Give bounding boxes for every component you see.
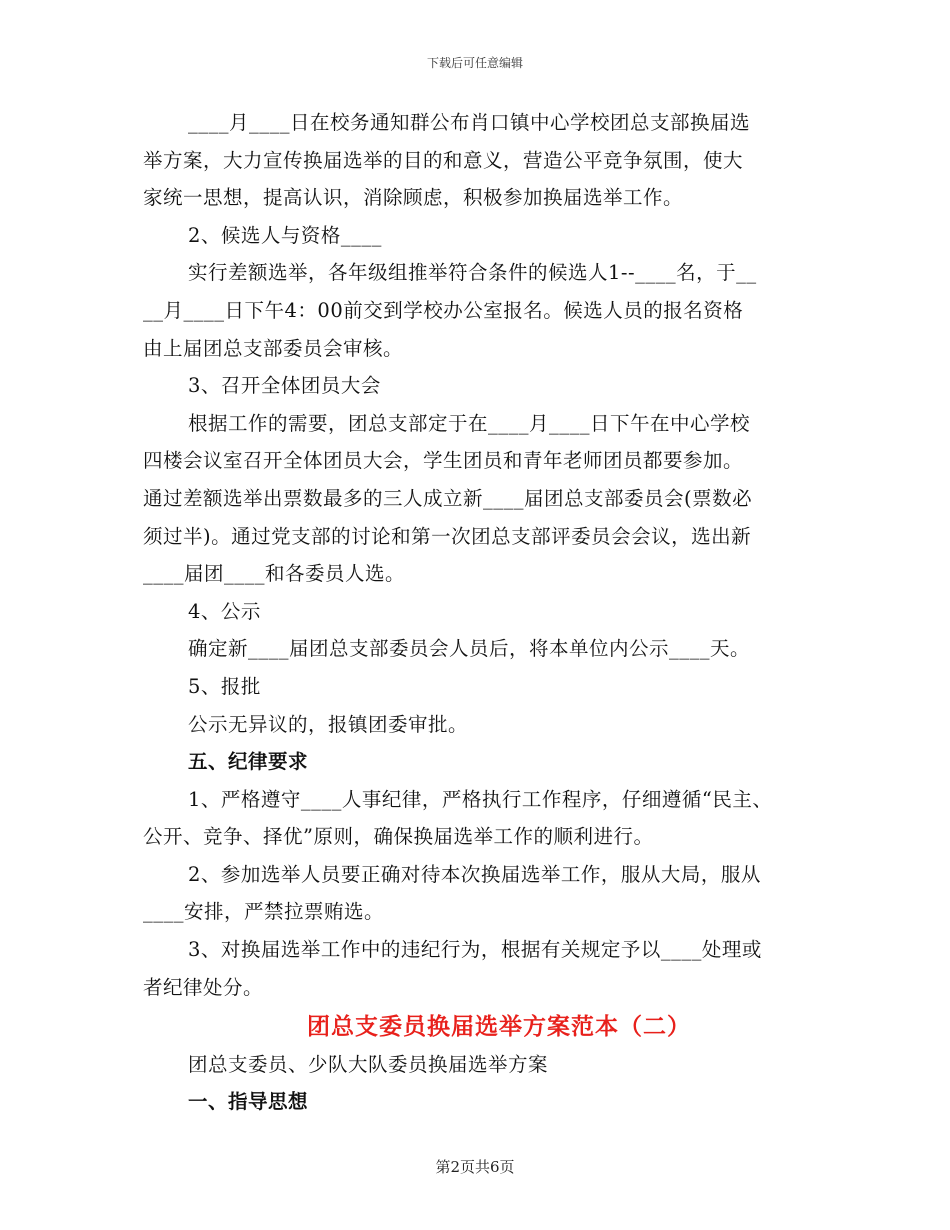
paragraph-line: 团总支委员、少队大队委员换届选举方案 [188, 1052, 549, 1076]
paragraph-line: 确定新____届团总支部委员会人员后，将本单位内公示____天。 [188, 637, 751, 661]
section-heading-guiding-ideology: 一、指导思想 [188, 1090, 309, 1114]
paragraph-line: 者纪律处分。 [143, 975, 264, 999]
subheading-assembly: 3、召开全体团员大会 [188, 374, 381, 398]
section-heading-discipline: 五、纪律要求 [188, 750, 309, 774]
paragraph-line: 须过半)。通过党支部的讨论和第一次团总支部评委员会会议，选出新 [143, 524, 752, 548]
paragraph-line: 根据工作的需要，团总支部定于在____月____日下午在中心学校 [188, 411, 751, 435]
page-number: 第2页共6页 [435, 1158, 515, 1176]
paragraph-line: 公开、竞争、择优”原则，确保换届选举工作的顺利进行。 [143, 825, 654, 849]
header-note: 下载后可任意编辑 [426, 56, 523, 70]
paragraph-line: 由上届团总支部委员会审核。 [143, 336, 404, 360]
paragraph-line: 四楼会议室召开全体团员大会，学生团员和青年老师团员都要参加。 [143, 449, 744, 473]
paragraph-line: ____安排，严禁拉票贿选。 [143, 900, 385, 924]
paragraph-line: 公示无异议的，报镇团委审批。 [188, 712, 469, 736]
paragraph-line: 举方案，大力宣传换届选举的目的和意义，营造公平竞争氛围，使大 [143, 148, 744, 172]
paragraph-line: __月____日下午4：00前交到学校办公室报名。候选人员的报名资格 [143, 298, 744, 322]
subheading-candidates: 2、候选人与资格____ [188, 223, 382, 247]
paragraph-line: 实行差额选举，各年级组推举符合条件的候选人1--____名，于__ [188, 261, 757, 285]
paragraph-line: 家统一思想，提高认识，消除顾虑，积极参加换届选举工作。 [143, 186, 684, 210]
paragraph-line: ____月____日在校务通知群公布肖口镇中心学校团总支部换届选 [188, 111, 751, 134]
paragraph-line: 2、参加选举人员要正确对待本次换届选举工作，服从大局，服从 [188, 862, 761, 886]
subheading-publicity: 4、公示 [188, 599, 261, 623]
paragraph-line: 3、对换届选举工作中的违纪行为，根据有关规定予以____处理或 [188, 938, 762, 962]
document-section-title: 团总支委员换届选举方案范本（二） [307, 1013, 691, 1041]
paragraph-line: ____届团____和各委员人选。 [143, 562, 406, 586]
document-body [143, 104, 815, 1121]
subheading-approval: 5、报批 [188, 674, 261, 698]
paragraph-line: 1、严格遵守____人事纪律，严格执行工作程序，仔细遵循“民主、 [188, 787, 773, 811]
paragraph-line: 通过差额选举出票数最多的三人成立新____届团总支部委员会(票数必 [143, 486, 753, 510]
